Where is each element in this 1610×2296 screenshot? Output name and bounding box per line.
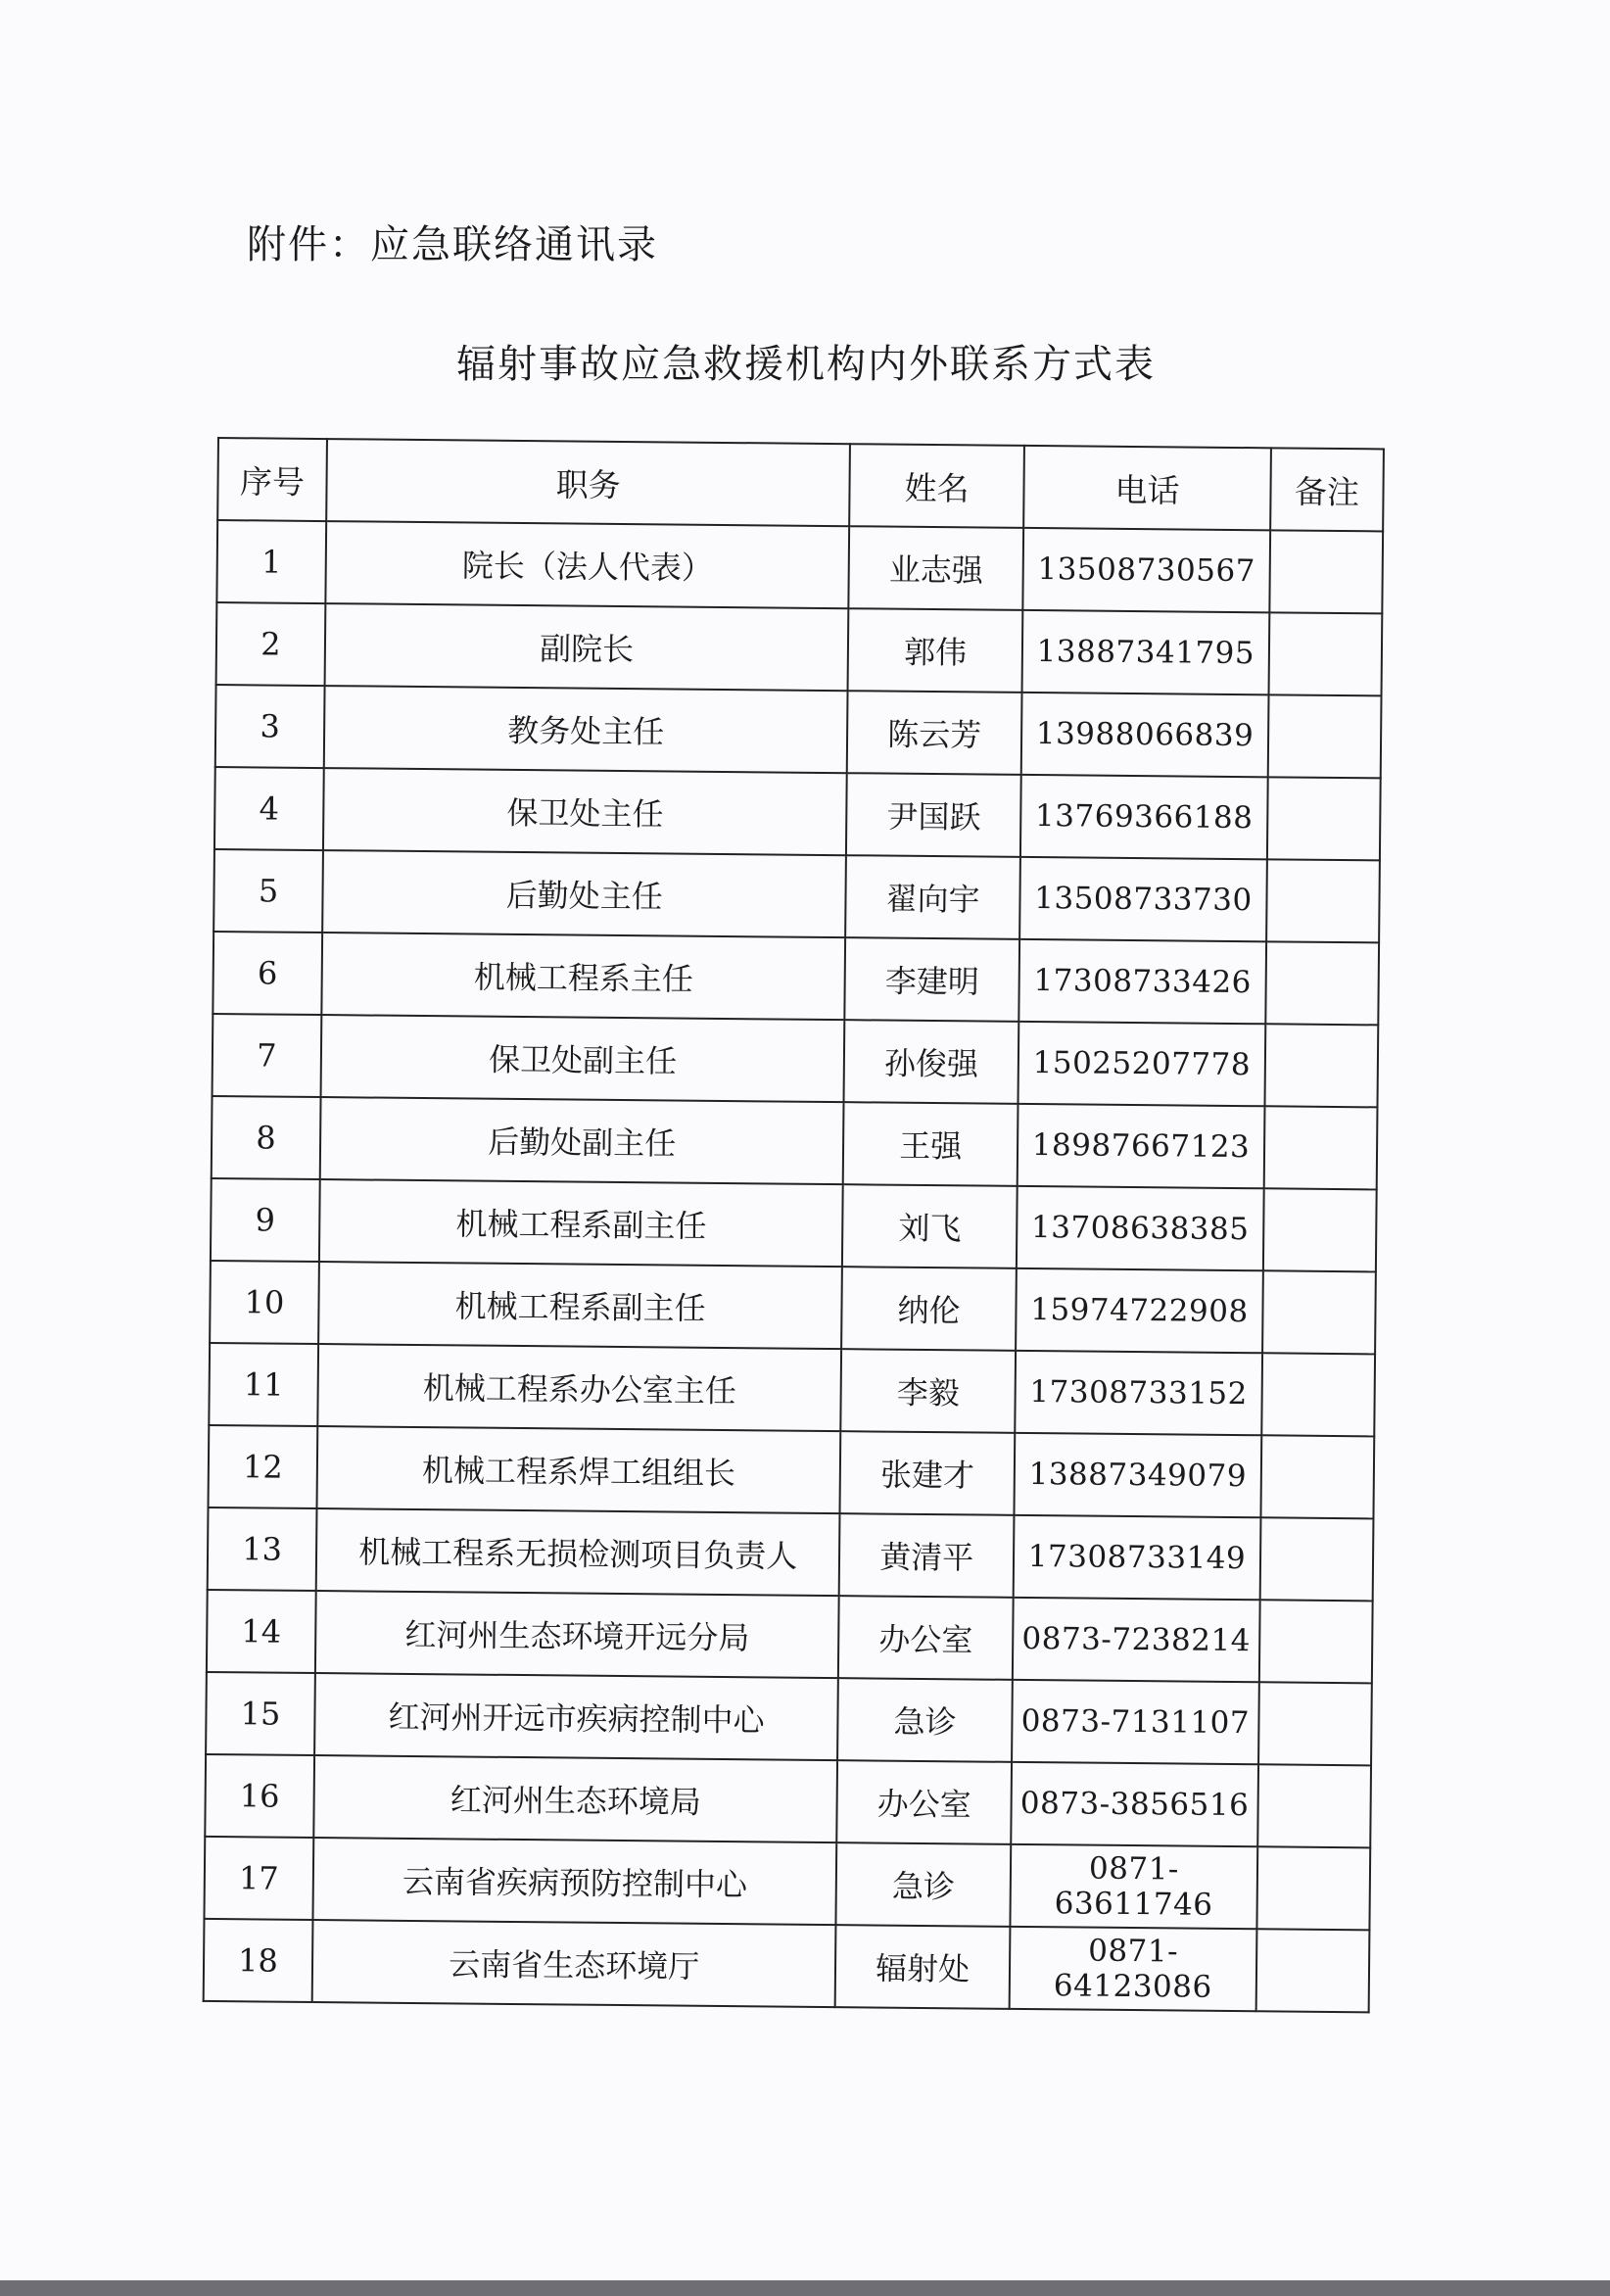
cell-note xyxy=(1260,1435,1374,1518)
table-row xyxy=(213,1014,1379,1107)
cell-name: 郭伟 xyxy=(848,608,1022,693)
table-row xyxy=(214,767,1381,860)
cell-role: 机械工程系副主任 xyxy=(319,1179,843,1267)
cell-role: 副院长 xyxy=(324,603,848,691)
cell-note xyxy=(1261,1353,1375,1436)
cell-name: 急诊 xyxy=(837,1678,1012,1762)
cell-phone: 0871-64123086 xyxy=(1010,1927,1257,2011)
cell-no: 15 xyxy=(206,1672,315,1755)
cell-phone: 13887341795 xyxy=(1021,610,1269,694)
cell-phone: 17308733149 xyxy=(1014,1515,1261,1600)
cell-no: 3 xyxy=(215,685,325,768)
cell-name: 李毅 xyxy=(841,1349,1016,1433)
table-title: 辐射事故应急救援机构内外联系方式表 xyxy=(456,342,1156,387)
cell-role: 机械工程系副主任 xyxy=(318,1262,842,1349)
cell-note xyxy=(1268,694,1382,778)
contact-table-wrapper xyxy=(203,437,1385,2013)
cell-no: 13 xyxy=(208,1507,317,1591)
cell-note xyxy=(1258,1682,1372,1765)
cell-phone: 13769366188 xyxy=(1020,775,1268,859)
header-note: 备注 xyxy=(1270,448,1384,531)
cell-phone: 0873-7131107 xyxy=(1012,1680,1259,1764)
table-body xyxy=(204,520,1383,2012)
table-row xyxy=(204,1837,1370,1930)
cell-role: 院长（法人代表） xyxy=(325,521,849,608)
table-row xyxy=(215,685,1382,778)
cell-no: 4 xyxy=(214,767,324,850)
cell-phone: 13508733730 xyxy=(1019,857,1267,941)
table-header-row xyxy=(217,438,1384,531)
cell-role: 机械工程系主任 xyxy=(321,933,845,1020)
table-row xyxy=(208,1507,1374,1601)
cell-no: 6 xyxy=(213,932,322,1015)
cell-name: 辐射处 xyxy=(835,1925,1010,2009)
cell-phone: 17308733426 xyxy=(1018,939,1266,1024)
cell-no: 17 xyxy=(204,1837,313,1920)
table-row xyxy=(212,1096,1378,1189)
cell-note xyxy=(1264,1106,1378,1189)
cell-phone: 13708638385 xyxy=(1017,1186,1264,1270)
cell-no: 11 xyxy=(209,1343,318,1426)
cell-no: 1 xyxy=(216,520,326,603)
cell-no: 14 xyxy=(207,1590,316,1673)
table-row xyxy=(211,1178,1377,1271)
table-row xyxy=(204,1919,1370,2012)
cell-name: 张建才 xyxy=(840,1431,1015,1515)
cell-note xyxy=(1260,1517,1374,1601)
cell-note xyxy=(1266,859,1380,942)
cell-phone: 18987667123 xyxy=(1018,1104,1265,1188)
cell-note xyxy=(1256,1846,1370,1930)
table-row xyxy=(216,520,1383,613)
cell-note xyxy=(1257,1764,1371,1847)
cell-phone: 15974722908 xyxy=(1016,1268,1263,1353)
cell-phone: 15025207778 xyxy=(1018,1022,1265,1106)
cell-name: 孙俊强 xyxy=(844,1020,1018,1104)
header-name: 姓名 xyxy=(850,444,1024,528)
cell-phone: 17308733152 xyxy=(1015,1351,1262,1435)
cell-name: 刘飞 xyxy=(842,1184,1017,1268)
cell-role: 保卫处副主任 xyxy=(320,1015,844,1102)
cell-no: 9 xyxy=(211,1178,320,1262)
header-no: 序号 xyxy=(217,438,327,521)
cell-no: 18 xyxy=(204,1919,313,2002)
cell-no: 2 xyxy=(216,602,326,686)
cell-name: 办公室 xyxy=(838,1596,1013,1680)
cell-phone: 13887349079 xyxy=(1014,1433,1261,1517)
cell-note xyxy=(1263,1188,1377,1271)
header-role: 职务 xyxy=(326,439,850,526)
table-row xyxy=(209,1343,1375,1436)
cell-role: 红河州开远市疾病控制中心 xyxy=(314,1673,838,1760)
cell-note xyxy=(1269,530,1383,613)
cell-note xyxy=(1267,777,1381,860)
cell-name: 李建明 xyxy=(845,937,1019,1022)
cell-no: 5 xyxy=(213,849,323,933)
cell-no: 12 xyxy=(209,1425,318,1508)
cell-role: 机械工程系办公室主任 xyxy=(317,1344,841,1431)
cell-name: 办公室 xyxy=(837,1760,1012,1844)
cell-role: 教务处主任 xyxy=(324,686,848,773)
cell-role: 机械工程系焊工组组长 xyxy=(316,1426,840,1513)
cell-name: 急诊 xyxy=(836,1842,1011,1927)
cell-phone: 0873-3856516 xyxy=(1011,1762,1258,1846)
scan-edge-band xyxy=(0,2280,1610,2296)
table-row xyxy=(205,1754,1371,1847)
cell-no: 16 xyxy=(205,1754,314,1838)
cell-role: 保卫处主任 xyxy=(323,768,847,855)
attachment-title: 附件：应急联络通讯录 xyxy=(247,222,658,267)
cell-role: 机械工程系无损检测项目负责人 xyxy=(316,1508,840,1596)
cell-name: 业志强 xyxy=(849,526,1023,610)
cell-role: 红河州生态环境开远分局 xyxy=(315,1591,839,1678)
cell-name: 尹国跃 xyxy=(846,773,1020,857)
table-row xyxy=(209,1425,1375,1518)
header-phone: 电话 xyxy=(1023,446,1271,530)
cell-name: 王强 xyxy=(843,1102,1018,1186)
cell-role: 后勤处主任 xyxy=(322,850,846,937)
table-row xyxy=(213,932,1379,1025)
table-row xyxy=(216,602,1383,695)
cell-note xyxy=(1256,1929,1370,2012)
cell-note xyxy=(1259,1600,1373,1683)
cell-note xyxy=(1265,941,1379,1025)
table-row xyxy=(210,1261,1376,1354)
cell-note xyxy=(1264,1024,1378,1107)
cell-name: 翟向宇 xyxy=(846,855,1020,939)
cell-name: 黄清平 xyxy=(839,1513,1014,1598)
contact-table xyxy=(203,437,1385,2013)
cell-no: 8 xyxy=(212,1096,321,1179)
cell-no: 10 xyxy=(210,1261,319,1344)
cell-phone: 13988066839 xyxy=(1021,693,1269,777)
cell-role: 红河州生态环境局 xyxy=(313,1755,837,1842)
cell-name: 纳伦 xyxy=(841,1267,1016,1351)
cell-no: 7 xyxy=(213,1014,322,1097)
cell-role: 云南省疾病预防控制中心 xyxy=(312,1838,836,1925)
cell-name: 陈云芳 xyxy=(847,691,1021,775)
cell-phone: 13508730567 xyxy=(1022,528,1270,612)
cell-note xyxy=(1262,1270,1376,1354)
cell-role: 后勤处副主任 xyxy=(320,1097,844,1184)
cell-role: 云南省生态环境厅 xyxy=(312,1920,836,2007)
cell-note xyxy=(1269,612,1383,695)
cell-phone: 0873-7238214 xyxy=(1013,1598,1260,1682)
cell-phone: 0871-63611746 xyxy=(1010,1844,1257,1929)
table-row xyxy=(207,1590,1373,1683)
table-row xyxy=(213,849,1380,942)
table-row xyxy=(206,1672,1372,1765)
